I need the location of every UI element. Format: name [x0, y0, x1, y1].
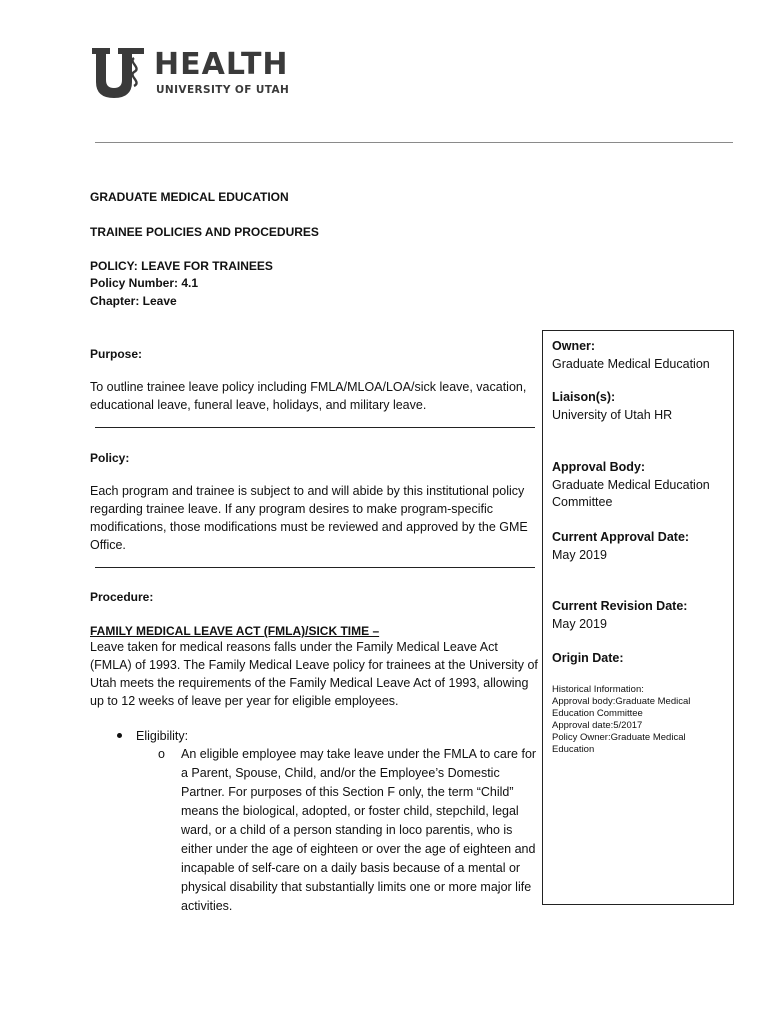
series-title: TRAINEE POLICIES AND PROCEDURES: [90, 225, 319, 239]
history-approval-body: Approval body:Graduate Medical Education Committee: [552, 696, 691, 719]
bullet-icon: [117, 733, 122, 738]
owner-label: Owner:: [552, 339, 596, 353]
approval-body-value: Graduate Medical Education Committee: [552, 477, 710, 509]
liaison-block: [552, 389, 728, 424]
history-approval-date: Approval date:5/2017: [552, 720, 643, 731]
purpose-heading: Purpose:: [90, 347, 143, 361]
owner-value: Graduate Medical Education: [552, 356, 710, 371]
approval-date-label: Current Approval Date:: [552, 530, 690, 544]
purpose-divider: [95, 427, 535, 428]
policy-info-sidebar: [542, 330, 734, 905]
eligibility-label: Eligibility:: [136, 729, 189, 743]
policy-chapter: Chapter: Leave: [90, 294, 177, 308]
logo-wordmark: HEALTH: [154, 47, 289, 82]
u-health-logo: [90, 44, 290, 102]
procedure-heading: Procedure:: [90, 590, 154, 604]
origin-date-block: [552, 650, 728, 668]
fmla-text: Leave taken for medical reasons falls under the Family Medical Leave Act (FMLA) of 1993. The Family Medical Leave policy for trainees at the University of Utah meets the requirements of the Family Medical Leave Act of 1993, allowing up to 12 weeks of leave per year for eligible employees.: [90, 640, 538, 708]
purpose-text: To outline trainee leave policy including FMLA/MLOA/LOA/sick leave, vacation, educational leave, funeral leave, holidays, and military leave.: [90, 380, 527, 412]
policy-text: Each program and trainee is subject to and will abide by this institutional policy regarding trainee leave. If any program desires to make program-specific modifications, those modifications must be reviewed and approved by the GME Office.: [90, 484, 528, 552]
approval-date-block: [552, 529, 728, 564]
policy-divider: [95, 567, 535, 568]
history-policy-owner: Policy Owner:Graduate Medical Education: [552, 732, 686, 755]
historical-information: [552, 684, 730, 756]
liaison-value: University of Utah HR: [552, 407, 673, 422]
eligibility-text: An eligible employee may take leave under the FMLA to care for a Parent, Spouse, Child, and/or the Employee’s Domestic Partner. For purposes of this Section F only, the term “Child” means the biological, adopted, or foster child, stepchild, legal ward, or a child of a person standing in loco parentis, who is either under the age of eighteen or over the age of eighteen and incapable of self-care on a daily basis because of a mental or physical disability that substantially limits one or more major life activities.: [181, 747, 537, 913]
fmla-heading: FAMILY MEDICAL LEAVE ACT (FMLA)/SICK TIME –: [90, 624, 380, 638]
policy-title: POLICY: LEAVE FOR TRAINEES: [90, 259, 273, 273]
logo-subtitle: UNIVERSITY OF UTAH: [156, 84, 290, 96]
origin-date-label: Origin Date:: [552, 651, 624, 665]
approval-body-block: [552, 459, 728, 512]
sub-bullet-icon: o: [158, 747, 165, 761]
department-title: GRADUATE MEDICAL EDUCATION: [90, 190, 289, 204]
revision-date-block: [552, 598, 728, 633]
owner-block: [552, 338, 728, 373]
history-title: Historical Information:: [552, 684, 644, 695]
header-divider: [95, 142, 733, 143]
u-health-logo-icon: [90, 44, 146, 100]
policy-heading: Policy:: [90, 451, 130, 465]
policy-number: Policy Number: 4.1: [90, 276, 199, 290]
approval-body-label: Approval Body:: [552, 460, 646, 474]
revision-date-value: May 2019: [552, 616, 607, 631]
liaison-label: Liaison(s):: [552, 390, 616, 404]
revision-date-label: Current Revision Date:: [552, 599, 688, 613]
approval-date-value: May 2019: [552, 547, 607, 562]
